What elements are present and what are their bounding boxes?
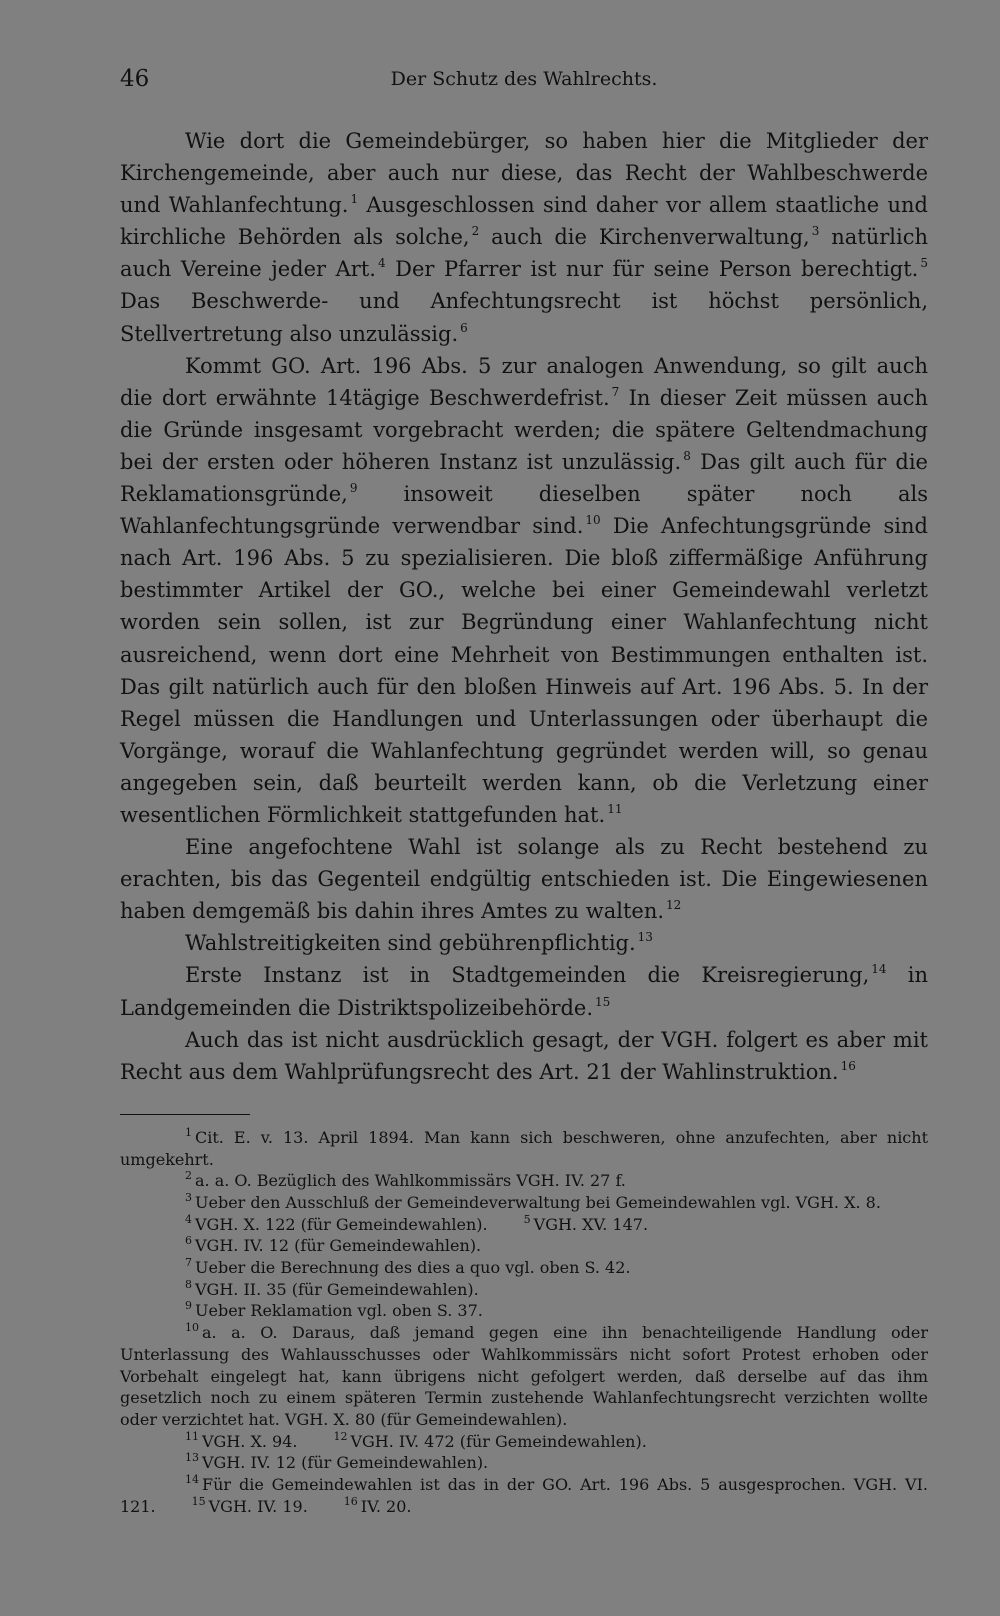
footnote — [120, 1257, 928, 1279]
footnote-number: 4 — [185, 1212, 192, 1226]
footnote-number: 9 — [185, 1299, 192, 1313]
text-run: natürlich auch Vereine jeder Art. — [120, 225, 928, 282]
footnote-number: 10 — [185, 1321, 199, 1335]
book-page — [120, 60, 928, 1517]
footnote-ref: 3 — [811, 224, 820, 239]
footnote-number: 13 — [185, 1451, 199, 1465]
footnote-number: 14 — [185, 1473, 199, 1487]
footnotes — [120, 1127, 928, 1518]
paragraph — [120, 927, 928, 959]
footnote-number: 3 — [185, 1190, 192, 1204]
footnote-text: a. a. O. Daraus, daß jemand gegen eine ihn benachteiligende Handlung oder Unterlassung des Wahlausschusses oder Wahlkommissärs nicht sofort Protest erhoben oder Vorbehalt eingelegt hat, kann übrigens nicht gefolgert werden, daß derselbe auf das ihm gesetzlich noch zu einem späteren Termin zustehende Wahlanfechtungsrecht verzichten wollte oder verzichtet hat. VGH. X. 80 (für Gemeindewahlen). — [120, 1323, 928, 1429]
footnote-text: VGH. IV. 472 (für Gemeindewahlen). — [350, 1431, 647, 1451]
footnote — [120, 1452, 928, 1474]
body-text — [120, 125, 928, 1088]
text-run: Wahlstreitigkeiten sind gebührenpflichtig. — [185, 931, 636, 956]
footnote-ref: 11 — [607, 801, 623, 816]
footnote-text: IV. 20. — [360, 1496, 412, 1516]
text-run: insoweit dieselben später noch als Wahlanfechtungsgründe verwendbar sind. — [120, 482, 928, 539]
footnote — [120, 1214, 928, 1236]
text-run: Auch das ist nicht ausdrücklich gesagt, der VGH. folgert es aber mit Recht aus dem Wahlprüfungsrecht des Art. 21 der Wahlinstruktion. — [120, 1027, 928, 1084]
footnote-number: 8 — [185, 1277, 192, 1291]
footnote-number: 11 — [185, 1429, 199, 1443]
footnote-text: a. a. O. Bezüglich des Wahlkommissärs VGH. IV. 27 f. — [195, 1171, 626, 1191]
footnote — [120, 1127, 928, 1170]
paragraph — [120, 125, 928, 350]
footnote-text: VGH. IV. 12 (für Gemeindewahlen). — [202, 1453, 489, 1473]
text-run: auch die Kirchenverwaltung, — [479, 225, 810, 250]
footnote-text: VGH. X. 94. — [202, 1431, 298, 1451]
footnote-text: VGH. XV. 147. — [533, 1214, 649, 1234]
text-run: in Landgemeinden die Distriktspolizeibehörde. — [120, 963, 928, 1020]
paragraph — [120, 350, 928, 831]
footnote-ref: 4 — [377, 256, 386, 271]
text-run: Ausgeschlossen sind daher vor allem staatliche und kirchliche Behörden als solche, — [120, 193, 928, 250]
footnote-number: 2 — [185, 1169, 192, 1183]
footnote-ref: 5 — [920, 256, 928, 271]
footnote-ref: 15 — [595, 994, 611, 1009]
footnote-ref: 13 — [637, 930, 653, 945]
paragraph — [120, 1024, 928, 1088]
text-run: Erste Instanz ist in Stadtgemeinden die Kreisregierung, — [185, 963, 870, 988]
text-run: Das Beschwerde- und Anfechtungsrecht ist höchst persönlich, Stellvertretung also unzulässig. — [120, 289, 928, 346]
footnote-text: Für die Gemeindewahlen ist das in der GO. Art. 196 Abs. 5 ausgesprochen. VGH. VI. 121. — [120, 1475, 928, 1516]
footnote — [120, 1192, 928, 1214]
footnote-number: 7 — [185, 1256, 192, 1270]
footnote-text: Ueber den Ausschluß der Gemeindeverwaltung bei Gemeindewahlen vgl. VGH. X. 8. — [195, 1192, 881, 1212]
footnote-ref: 6 — [460, 320, 468, 335]
footnote-number: 15 — [191, 1494, 206, 1508]
footnote-ref: 8 — [683, 448, 691, 463]
paragraph — [120, 831, 928, 927]
page-header — [120, 60, 928, 100]
footnote-ref: 9 — [349, 481, 358, 496]
footnote — [120, 1474, 928, 1517]
footnote — [120, 1235, 928, 1257]
footnote-text: Ueber die Berechnung des dies a quo vgl. oben S. 42. — [195, 1258, 631, 1278]
text-run: Das gilt auch für die Reklamationsgründe, — [120, 449, 928, 507]
footnote — [120, 1300, 928, 1322]
text-run: Wie dort die Gemeindebürger, so haben hier die Mitglieder der Kirchengemeinde, aber auch nur diese, das Recht der Wahlbeschwerde und Wahlanfechtung. — [120, 129, 928, 218]
footnote-rule — [120, 1114, 250, 1115]
page-number: 46 — [120, 66, 150, 92]
footnote-ref: 12 — [666, 898, 682, 913]
footnote-ref: 10 — [585, 513, 601, 528]
footnote-ref: 7 — [611, 384, 620, 399]
text-run: Kommt GO. Art. 196 Abs. 5 zur analogen Anwendung, so gilt auch die dort erwähnte 14tägige Beschwerdefrist. — [120, 353, 928, 410]
text-run: Der Pfarrer ist nur für seine Person berechtigt. — [385, 257, 919, 282]
footnote — [120, 1170, 928, 1192]
footnote-number: 12 — [333, 1429, 348, 1443]
text-run: In dieser Zeit müssen auch die Gründe insgesamt vorgebracht werden; die spätere Geltendmachung bei der ersten oder höheren Instanz ist unzulässig. — [120, 385, 929, 474]
paragraph — [120, 959, 928, 1023]
footnote — [120, 1431, 928, 1453]
footnote-number: 6 — [185, 1234, 192, 1248]
footnote-number: 16 — [343, 1494, 358, 1508]
running-title: Der Schutz des Wahlrechts. — [390, 68, 658, 90]
text-run: Die Anfechtungsgründe sind nach Art. 196 Abs. 5 zu spezialisieren. Die bloß ziffermäßige Anführung bestimmter Artikel der GO., welche bei einer Gemeindewahl verletzt worden sein sollen, ist zur Begründung einer Wahlanfechtung nicht ausreichend, wenn dort eine Mehrheit von Bestimmungen enthalten ist. Das gilt natürlich auch für den bloßen Hinweis auf Art. 196 Abs. 5. In der Regel müssen die Handlungen und Unterlassungen oder überhaupt die Vorgänge, worauf die Wahlanfechtung gegründet werden will, so genau angegeben sein, daß beurteilt werden kann, ob die Verletzung einer wesentlichen Förmlichkeit stattgefunden hat. — [120, 514, 928, 827]
footnote — [120, 1279, 928, 1301]
footnote-text: VGH. II. 35 (für Gemeindewahlen). — [195, 1279, 479, 1299]
footnote-number: 5 — [523, 1212, 531, 1226]
footnote — [120, 1322, 928, 1431]
footnote-text: Ueber Reklamation vgl. oben S. 37. — [195, 1301, 483, 1321]
footnote-text: VGH. IV. 12 (für Gemeindewahlen). — [195, 1236, 482, 1256]
footnote-ref: 14 — [871, 962, 887, 977]
text-run: Eine angefochtene Wahl ist solange als zu Recht bestehend zu erachten, bis das Gegenteil endgültig entschieden ist. Die Eingewiesenen haben demgemäß bis dahin ihres Amtes zu walten. — [120, 835, 928, 924]
footnote-text: Cit. E. v. 13. April 1894. Man kann sich beschweren, ohne anzufechten, aber nicht umgekehrt. — [120, 1127, 928, 1169]
footnote-ref: 2 — [471, 224, 480, 239]
footnote-ref: 1 — [350, 192, 359, 207]
footnote-text: VGH. IV. 19. — [208, 1496, 308, 1516]
footnote-text: VGH. X. 122 (für Gemeindewahlen). — [195, 1214, 488, 1234]
footnote-ref: 16 — [840, 1058, 856, 1073]
footnote-number: 1 — [185, 1125, 192, 1139]
